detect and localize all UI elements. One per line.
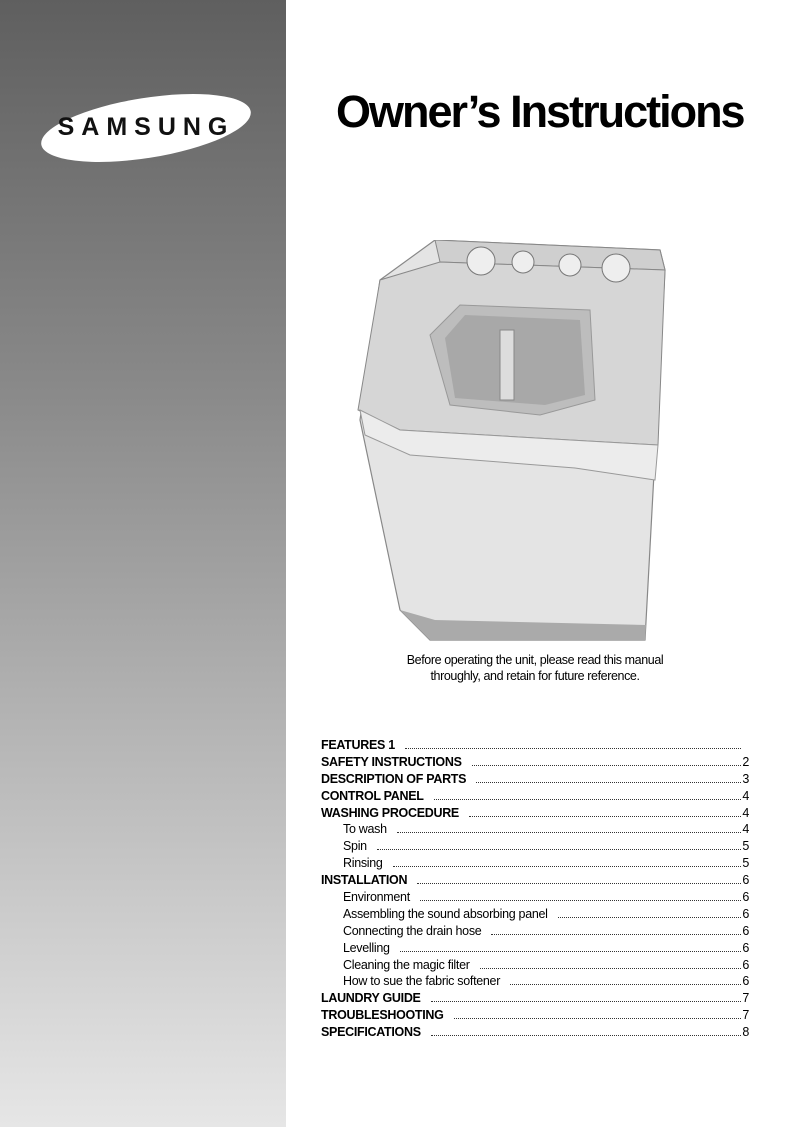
toc-leader (405, 748, 741, 749)
toc-leader (417, 883, 741, 884)
toc-page: 5 (742, 839, 749, 854)
toc-entry[interactable] (321, 1025, 749, 1042)
toc-entry[interactable] (321, 806, 749, 823)
toc-entry[interactable] (321, 772, 749, 789)
toc-label: Assembling the sound absorbing panel (343, 906, 548, 921)
toc-page: 4 (742, 788, 749, 803)
toc-label: TROUBLESHOOTING (321, 1008, 444, 1023)
toc-leader (393, 866, 741, 867)
table-of-contents (321, 738, 749, 1042)
toc-label: Connecting the drain hose (343, 923, 482, 938)
toc-page: 6 (742, 873, 749, 888)
toc-entry[interactable] (321, 856, 749, 873)
toc-label: Cleaning the magic filter (343, 957, 470, 972)
toc-leader (469, 816, 741, 817)
toc-entry[interactable] (321, 958, 749, 975)
toc-entry[interactable] (321, 907, 749, 924)
toc-entry[interactable] (321, 873, 749, 890)
toc-entry[interactable] (321, 1008, 749, 1025)
intro-note-line: throughly, and retain for future reference. (430, 669, 640, 683)
toc-leader (480, 968, 741, 969)
toc-page: 7 (742, 991, 749, 1006)
toc-label: INSTALLATION (321, 873, 408, 888)
toc-leader (472, 765, 741, 766)
toc-label: DESCRIPTION OF PARTS (321, 771, 467, 786)
intro-note (320, 652, 750, 684)
toc-page: 4 (742, 822, 749, 837)
toc-entry[interactable] (321, 789, 749, 806)
toc-page: 4 (742, 805, 749, 820)
toc-entry[interactable] (321, 941, 749, 958)
toc-label: Levelling (343, 940, 390, 955)
toc-label: LAUNDRY GUIDE (321, 991, 421, 1006)
toc-leader (434, 799, 741, 800)
toc-label: CONTROL PANEL (321, 788, 424, 803)
page-title: Owner’s Instructions (336, 86, 744, 137)
toc-entry[interactable] (321, 839, 749, 856)
toc-entry[interactable] (321, 974, 749, 991)
toc-page: 6 (742, 923, 749, 938)
toc-entry[interactable] (321, 755, 749, 772)
toc-leader (400, 951, 741, 952)
toc-leader (431, 1001, 741, 1002)
toc-label: Environment (343, 890, 410, 905)
toc-label: WASHING PROCEDURE (321, 805, 459, 820)
toc-label: SAFETY INSTRUCTIONS (321, 754, 462, 769)
toc-label: Rinsing (343, 856, 383, 871)
toc-page: 7 (742, 1008, 749, 1023)
toc-page: 6 (742, 940, 749, 955)
toc-page: 2 (742, 754, 749, 769)
toc-leader (510, 984, 741, 985)
toc-page: 6 (742, 890, 749, 905)
toc-entry[interactable] (321, 890, 749, 907)
toc-leader (476, 782, 741, 783)
intro-note-line: Before operating the unit, please read this manual (406, 653, 664, 667)
toc-label: SPECIFICATIONS (321, 1025, 421, 1040)
toc-leader (558, 917, 741, 918)
toc-page: 8 (742, 1025, 749, 1040)
toc-entry[interactable] (321, 822, 749, 839)
samsung-logo (36, 90, 256, 168)
toc-label: To wash (343, 822, 387, 837)
toc-page: 6 (742, 906, 749, 921)
toc-entry[interactable] (321, 991, 749, 1008)
toc-entry[interactable] (321, 738, 749, 755)
toc-label: FEATURES 1 (321, 738, 395, 752)
logo-text: SAMSUNG (57, 113, 235, 141)
toc-page: 3 (742, 771, 749, 786)
toc-leader (377, 849, 741, 850)
gradient-side-panel (0, 0, 286, 1127)
toc-leader (491, 934, 741, 935)
toc-entry[interactable] (321, 924, 749, 941)
toc-leader (454, 1018, 741, 1019)
toc-page: 6 (742, 957, 749, 972)
toc-label: How to sue the fabric softener (343, 974, 501, 989)
toc-leader (431, 1035, 741, 1036)
toc-leader (420, 900, 741, 901)
toc-page: 5 (742, 856, 749, 871)
toc-label: Spin (343, 839, 367, 854)
toc-page: 6 (742, 974, 749, 989)
toc-leader (397, 832, 741, 833)
washing-machine-illustration (340, 240, 670, 650)
